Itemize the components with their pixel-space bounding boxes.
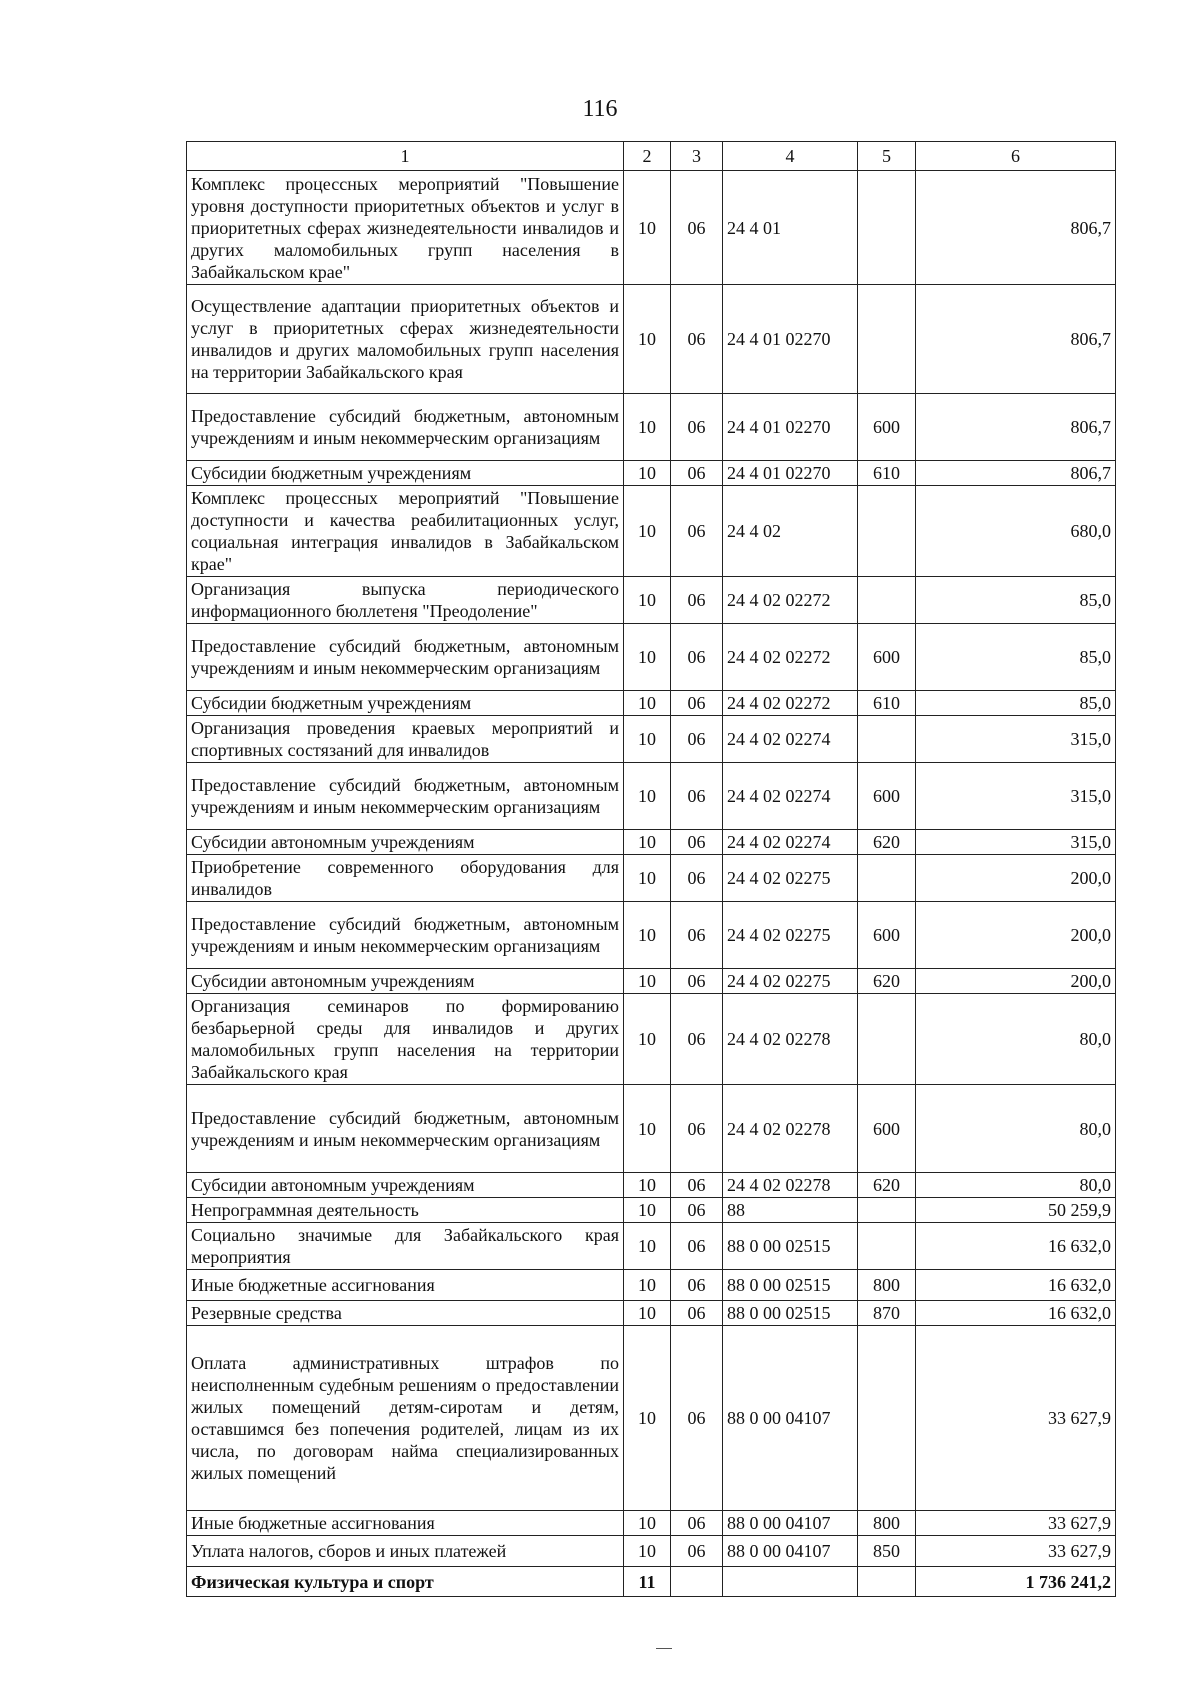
- row-target-article: 24 4 02 02275: [723, 902, 858, 969]
- row-subsection: 06: [671, 763, 723, 830]
- row-section: 10: [624, 394, 671, 461]
- row-amount: 80,0: [916, 1173, 1116, 1198]
- table-row: [187, 716, 1116, 763]
- row-name: Иные бюджетные ассигнования: [187, 1511, 624, 1536]
- row-expense-type: [858, 486, 916, 577]
- row-name: Оплата административных штрафов по неисполненным судебным решениям о предоставлении жилых помещений детям-сиротам и детям, оставшимся без попечения родителей, лицам из их числа, по договорам найма специализированных жилых помещений: [187, 1326, 624, 1511]
- row-section: 10: [624, 486, 671, 577]
- row-section: 10: [624, 1270, 671, 1301]
- row-amount: 200,0: [916, 969, 1116, 994]
- row-section: 10: [624, 902, 671, 969]
- row-amount: 33 627,9: [916, 1536, 1116, 1567]
- row-target-article: 24 4 02 02274: [723, 763, 858, 830]
- row-subsection: 06: [671, 994, 723, 1085]
- table-row: [187, 577, 1116, 624]
- row-section: 10: [624, 624, 671, 691]
- row-name: Организация семинаров по формированию безбарьерной среды для инвалидов и других маломобильных групп населения на территории Забайкальского края: [187, 994, 624, 1085]
- row-amount: 315,0: [916, 716, 1116, 763]
- row-section: 10: [624, 1326, 671, 1511]
- table-row: [187, 994, 1116, 1085]
- row-amount: 200,0: [916, 855, 1116, 902]
- row-expense-type: 620: [858, 969, 916, 994]
- table-row: [187, 1085, 1116, 1173]
- row-subsection: 06: [671, 830, 723, 855]
- row-section: 10: [624, 1301, 671, 1326]
- row-name: Непрограммная деятельность: [187, 1198, 624, 1223]
- row-target-article: 24 4 02 02274: [723, 830, 858, 855]
- row-section: 11: [624, 1567, 671, 1597]
- col-header-2: 2: [624, 142, 671, 171]
- row-subsection: 06: [671, 691, 723, 716]
- row-section: 10: [624, 1085, 671, 1173]
- row-expense-type: 600: [858, 624, 916, 691]
- row-section: 10: [624, 855, 671, 902]
- row-name: Предоставление субсидий бюджетным, автономным учреждениям и иным некоммерческим организациям: [187, 394, 624, 461]
- row-section: 10: [624, 285, 671, 394]
- row-expense-type: 600: [858, 902, 916, 969]
- header-row: [187, 142, 1116, 171]
- row-expense-type: [858, 716, 916, 763]
- table-row: [187, 1198, 1116, 1223]
- row-amount: 85,0: [916, 624, 1116, 691]
- row-name: Приобретение современного оборудования для инвалидов: [187, 855, 624, 902]
- row-section: 10: [624, 716, 671, 763]
- row-expense-type: [858, 171, 916, 285]
- table-row: [187, 1536, 1116, 1567]
- row-section: 10: [624, 1173, 671, 1198]
- row-subsection: 06: [671, 1326, 723, 1511]
- row-subsection: 06: [671, 855, 723, 902]
- row-amount: 806,7: [916, 285, 1116, 394]
- row-amount: 33 627,9: [916, 1326, 1116, 1511]
- table-row: [187, 486, 1116, 577]
- row-section: 10: [624, 171, 671, 285]
- row-subsection: 06: [671, 1085, 723, 1173]
- table-row: [187, 1567, 1116, 1597]
- row-expense-type: 610: [858, 461, 916, 486]
- row-name: Иные бюджетные ассигнования: [187, 1270, 624, 1301]
- row-target-article: 24 4 02: [723, 486, 858, 577]
- row-amount: 85,0: [916, 691, 1116, 716]
- row-name: Предоставление субсидий бюджетным, автономным учреждениям и иным некоммерческим организациям: [187, 624, 624, 691]
- row-amount: 680,0: [916, 486, 1116, 577]
- row-subsection: 06: [671, 624, 723, 691]
- row-expense-type: 800: [858, 1511, 916, 1536]
- row-name: Субсидии автономным учреждениям: [187, 1173, 624, 1198]
- table-row: [187, 624, 1116, 691]
- row-section: 10: [624, 969, 671, 994]
- row-section: 10: [624, 1223, 671, 1270]
- page-number: 116: [582, 96, 618, 122]
- table-row: [187, 1173, 1116, 1198]
- row-name: Субсидии бюджетным учреждениям: [187, 461, 624, 486]
- col-header-1: 1: [187, 142, 624, 171]
- table-row: [187, 855, 1116, 902]
- row-name: Уплата налогов, сборов и иных платежей: [187, 1536, 624, 1567]
- row-name: Комплекс процессных мероприятий "Повышение уровня доступности приоритетных объектов и услуг в приоритетных сферах жизнедеятельности инвалидов и других маломобильных групп населения в Забайкальском крае": [187, 171, 624, 285]
- row-amount: 16 632,0: [916, 1223, 1116, 1270]
- row-amount: 806,7: [916, 461, 1116, 486]
- row-target-article: 24 4 02 02278: [723, 994, 858, 1085]
- row-amount: 16 632,0: [916, 1301, 1116, 1326]
- row-subsection: 06: [671, 902, 723, 969]
- col-header-5: 5: [858, 142, 916, 171]
- row-subsection: 06: [671, 394, 723, 461]
- row-amount: 80,0: [916, 994, 1116, 1085]
- row-name: Физическая культура и спорт: [187, 1567, 624, 1597]
- col-header-6: 6: [916, 142, 1116, 171]
- row-name: Организация проведения краевых мероприятий и спортивных состязаний для инвалидов: [187, 716, 624, 763]
- row-name: Субсидии автономным учреждениям: [187, 969, 624, 994]
- table-body: [187, 171, 1116, 1597]
- row-expense-type: [858, 577, 916, 624]
- row-section: 10: [624, 830, 671, 855]
- row-target-article: 88 0 00 04107: [723, 1326, 858, 1511]
- row-subsection: 06: [671, 1270, 723, 1301]
- row-expense-type: 850: [858, 1536, 916, 1567]
- row-target-article: 24 4 01: [723, 171, 858, 285]
- row-subsection: 06: [671, 969, 723, 994]
- row-target-article: 24 4 02 02275: [723, 969, 858, 994]
- row-subsection: 06: [671, 1536, 723, 1567]
- row-name: Предоставление субсидий бюджетным, автономным учреждениям и иным некоммерческим организациям: [187, 1085, 624, 1173]
- table-row: [187, 1270, 1116, 1301]
- row-section: 10: [624, 691, 671, 716]
- row-target-article: 24 4 02 02275: [723, 855, 858, 902]
- row-section: 10: [624, 994, 671, 1085]
- table-row: [187, 1326, 1116, 1511]
- row-name: Резервные средства: [187, 1301, 624, 1326]
- row-expense-type: 870: [858, 1301, 916, 1326]
- table-row: [187, 285, 1116, 394]
- row-amount: 50 259,9: [916, 1198, 1116, 1223]
- row-target-article: 24 4 02 02278: [723, 1173, 858, 1198]
- budget-table: [186, 141, 1116, 1597]
- row-amount: 806,7: [916, 394, 1116, 461]
- row-expense-type: [858, 1223, 916, 1270]
- table-row: [187, 691, 1116, 716]
- row-name: Субсидии автономным учреждениям: [187, 830, 624, 855]
- row-amount: 200,0: [916, 902, 1116, 969]
- row-section: 10: [624, 1511, 671, 1536]
- row-name: Организация выпуска периодического информационного бюллетеня "Преодоление": [187, 577, 624, 624]
- row-subsection: [671, 1567, 723, 1597]
- table-row: [187, 1511, 1116, 1536]
- row-name: Осуществление адаптации приоритетных объектов и услуг в приоритетных сферах жизнедеятельности инвалидов и других маломобильных групп населения на территории Забайкальского края: [187, 285, 624, 394]
- row-section: 10: [624, 1198, 671, 1223]
- row-subsection: 06: [671, 577, 723, 624]
- row-name: Субсидии бюджетным учреждениям: [187, 691, 624, 716]
- row-amount: 806,7: [916, 171, 1116, 285]
- row-section: 10: [624, 461, 671, 486]
- row-expense-type: [858, 1567, 916, 1597]
- row-expense-type: 600: [858, 1085, 916, 1173]
- row-subsection: 06: [671, 1511, 723, 1536]
- table-row: [187, 394, 1116, 461]
- table-row: [187, 969, 1116, 994]
- table-row: [187, 830, 1116, 855]
- row-subsection: 06: [671, 1301, 723, 1326]
- row-section: 10: [624, 1536, 671, 1567]
- row-target-article: 24 4 02 02272: [723, 691, 858, 716]
- row-target-article: 88 0 00 02515: [723, 1301, 858, 1326]
- row-subsection: 06: [671, 486, 723, 577]
- row-expense-type: [858, 855, 916, 902]
- row-amount: 315,0: [916, 763, 1116, 830]
- row-target-article: 24 4 01 02270: [723, 285, 858, 394]
- row-target-article: 88 0 00 04107: [723, 1536, 858, 1567]
- row-subsection: 06: [671, 1223, 723, 1270]
- row-expense-type: 620: [858, 830, 916, 855]
- row-expense-type: [858, 285, 916, 394]
- row-target-article: 24 4 02 02272: [723, 577, 858, 624]
- row-amount: 1 736 241,2: [916, 1567, 1116, 1597]
- table-row: [187, 171, 1116, 285]
- row-target-article: [723, 1567, 858, 1597]
- row-amount: 80,0: [916, 1085, 1116, 1173]
- row-expense-type: 800: [858, 1270, 916, 1301]
- row-amount: 33 627,9: [916, 1511, 1116, 1536]
- row-expense-type: [858, 994, 916, 1085]
- row-name: Комплекс процессных мероприятий "Повышение доступности и качества реабилитационных услуг, социальная интеграция инвалидов в Забайкальском крае": [187, 486, 624, 577]
- col-header-3: 3: [671, 142, 723, 171]
- row-section: 10: [624, 577, 671, 624]
- row-target-article: 24 4 02 02274: [723, 716, 858, 763]
- row-target-article: 24 4 02 02272: [723, 624, 858, 691]
- row-name: Предоставление субсидий бюджетным, автономным учреждениям и иным некоммерческим организациям: [187, 763, 624, 830]
- row-expense-type: 620: [858, 1173, 916, 1198]
- table-row: [187, 902, 1116, 969]
- table-row: [187, 1223, 1116, 1270]
- table-row: [187, 1301, 1116, 1326]
- row-expense-type: [858, 1198, 916, 1223]
- row-target-article: 24 4 01 02270: [723, 461, 858, 486]
- row-subsection: 06: [671, 285, 723, 394]
- row-expense-type: 600: [858, 763, 916, 830]
- row-target-article: 88 0 00 02515: [723, 1270, 858, 1301]
- row-target-article: 24 4 02 02278: [723, 1085, 858, 1173]
- row-amount: 16 632,0: [916, 1270, 1116, 1301]
- row-subsection: 06: [671, 716, 723, 763]
- footer-dash: [656, 1648, 672, 1649]
- row-subsection: 06: [671, 171, 723, 285]
- row-expense-type: [858, 1326, 916, 1511]
- row-expense-type: 600: [858, 394, 916, 461]
- row-subsection: 06: [671, 1173, 723, 1198]
- row-target-article: 88 0 00 02515: [723, 1223, 858, 1270]
- row-subsection: 06: [671, 1198, 723, 1223]
- col-header-4: 4: [723, 142, 858, 171]
- row-target-article: 24 4 01 02270: [723, 394, 858, 461]
- table-row: [187, 763, 1116, 830]
- row-target-article: 88: [723, 1198, 858, 1223]
- table-row: [187, 461, 1116, 486]
- row-name: Социально значимые для Забайкальского края мероприятия: [187, 1223, 624, 1270]
- row-name: Предоставление субсидий бюджетным, автономным учреждениям и иным некоммерческим организациям: [187, 902, 624, 969]
- row-amount: 85,0: [916, 577, 1116, 624]
- row-section: 10: [624, 763, 671, 830]
- row-expense-type: 610: [858, 691, 916, 716]
- row-subsection: 06: [671, 461, 723, 486]
- row-target-article: 88 0 00 04107: [723, 1511, 858, 1536]
- row-amount: 315,0: [916, 830, 1116, 855]
